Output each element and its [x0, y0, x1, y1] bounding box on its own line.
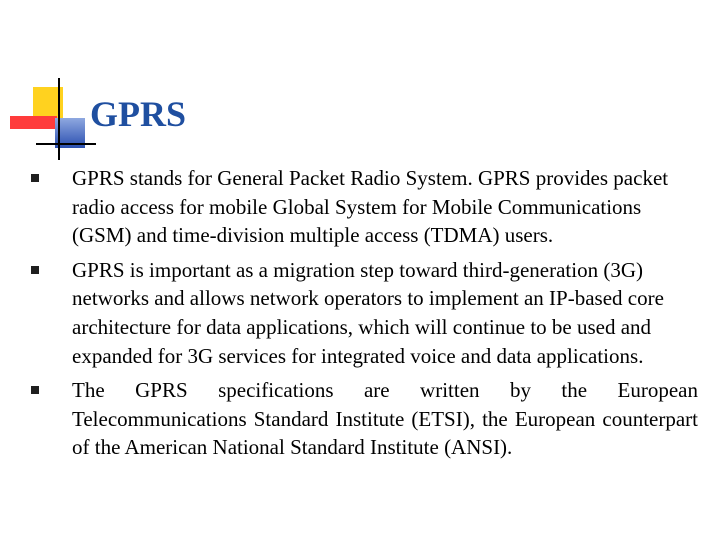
decor-horizontal-line	[36, 143, 96, 145]
square-bullet-icon	[31, 386, 39, 394]
bullet-text: GPRS stands for General Packet Radio System. GPRS provides packet radio access for mobile Global System for Mobile Communications (GSM) and time-division multiple access (TDMA) users.	[72, 166, 669, 248]
bullet-item	[28, 376, 698, 462]
decor-vertical-line	[58, 78, 60, 160]
slide-title: GPRS	[90, 94, 187, 134]
title-decoration	[0, 0, 200, 180]
bullet-item	[28, 164, 698, 250]
square-bullet-icon	[31, 174, 39, 182]
bullet-text: GPRS is important as a migration step toward third-generation (3G) networks and allows network operators to implement an IP-based core architecture for data applications, which will continue to be used and expanded for 3G services for integrated voice and data applications.	[72, 257, 664, 368]
bullet-list	[28, 164, 698, 468]
bullet-item	[28, 256, 698, 370]
square-bullet-icon	[31, 266, 39, 274]
bullet-text: The GPRS specifications are written by the European Telecommunications Standard Institute (ETSI), the European counterpart of the American National Standard Institute (ANSI).	[72, 378, 698, 460]
decor-red-bar	[10, 116, 57, 129]
